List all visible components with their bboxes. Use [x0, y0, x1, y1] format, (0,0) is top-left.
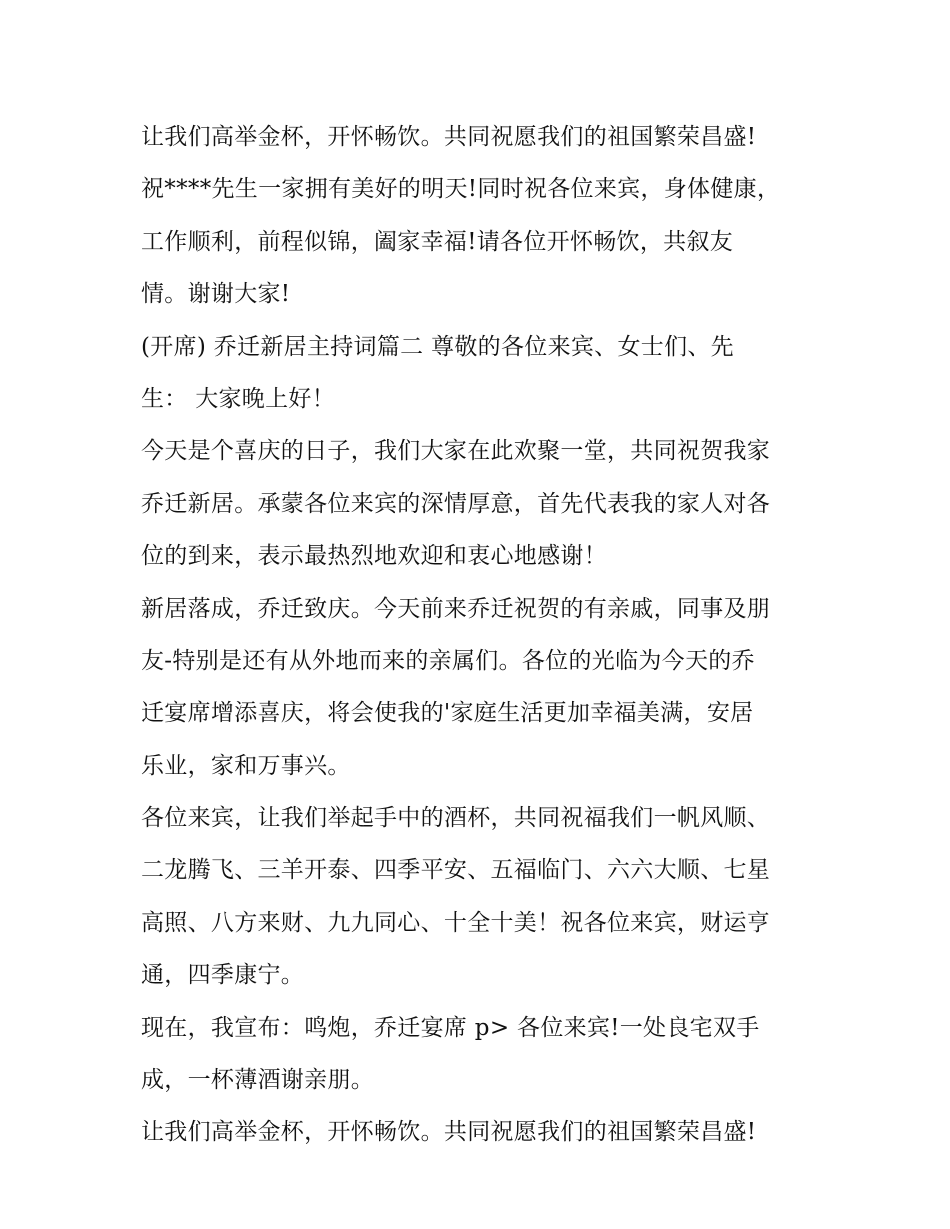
text-line-11: 友-特别是还有从外地而来的亲属们。各位的光临为今天的乔: [141, 647, 755, 674]
text-line-9: 位的到来，表示最热烈地欢迎和衷心地感谢！: [141, 543, 607, 570]
text-line-16: 高照、八方来财、九九同心、十全十美！祝各位来宾，财运亨: [141, 909, 771, 936]
text-line-2: 祝****先生一家拥有美好的明天!同时祝各位来宾，身体健康，: [141, 176, 781, 203]
text-line-18: 现在，我宣布：鸣炮，乔迁宴席 p> 各位来宾!一处良宅双手: [141, 1014, 760, 1041]
text-line-4: 情。谢谢大家!: [141, 281, 291, 308]
text-line-6: 生： 大家晚上好！: [141, 385, 336, 412]
text-line-13: 乐业，家和万事兴。: [141, 752, 351, 779]
text-line-3: 工作顺利，前程似锦，阖家幸福!请各位开怀畅饮，共叙友: [141, 228, 734, 255]
text-line-19: 成，一杯薄酒谢亲朋。: [141, 1067, 374, 1094]
text-line-12: 迁宴席增添喜庆，将会使我的'家庭生活更加幸福美满，安居: [141, 700, 754, 727]
text-line-20: 让我们高举金杯，开怀畅饮。共同祝愿我们的祖国繁荣昌盛!: [141, 1119, 757, 1146]
document-body: [141, 111, 821, 1159]
text-line-8: 乔迁新居。承蒙各位来宾的深情厚意，首先代表我的家人对各: [141, 490, 771, 517]
text-line-1: 让我们高举金杯，开怀畅饮。共同祝愿我们的祖国繁荣昌盛!: [141, 124, 757, 150]
text-line-15: 二龙腾飞、三羊开泰、四季平安、五福临门、六六大顺、七星: [141, 857, 771, 884]
text-line-14: 各位来宾，让我们举起手中的酒杯，共同祝福我们一帆风顺、: [141, 805, 771, 832]
text-line-17: 通，四季康宁。: [141, 962, 305, 989]
text-line-7: 今天是个喜庆的日子，我们大家在此欢聚一堂，共同祝贺我家: [141, 438, 771, 465]
text-line-10: 新居落成，乔迁致庆。今天前来乔迁祝贺的有亲戚，同事及朋: [141, 595, 771, 622]
text-line-5: (开席) 乔迁新居主持词篇二 尊敬的各位来宾、女士们、先: [141, 333, 734, 360]
